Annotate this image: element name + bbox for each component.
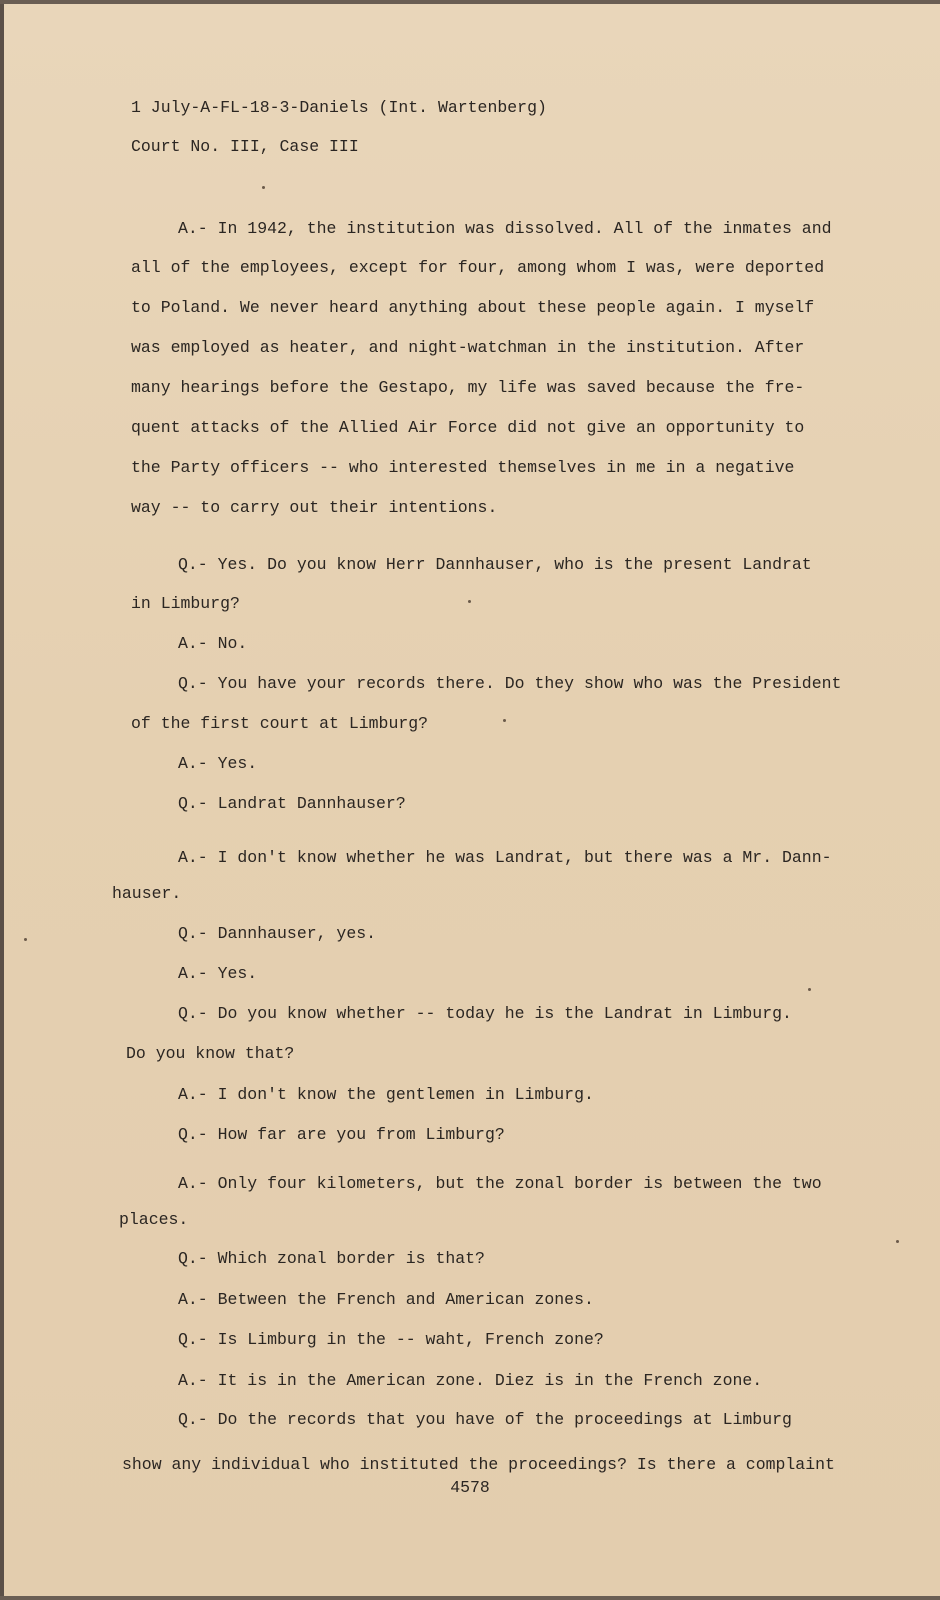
text-line-18: Q.- Dannhauser, yes. bbox=[178, 924, 377, 943]
paper-speck bbox=[24, 938, 27, 941]
text-line-30: Q.- Do the records that you have of the proceedings at Limburg bbox=[178, 1410, 792, 1429]
text-line-26: Q.- Which zonal border is that? bbox=[178, 1249, 485, 1268]
paper-speck bbox=[262, 186, 265, 189]
text-line-3: to Poland. We never heard anything about these people again. I myself bbox=[131, 298, 815, 317]
text-line-9: Q.- Yes. Do you know Herr Dannhauser, who is the present Landrat bbox=[178, 555, 812, 574]
scan-edge-left bbox=[0, 0, 4, 1600]
text-line-27: A.- Between the French and American zones. bbox=[178, 1290, 594, 1309]
text-line-29: A.- It is in the American zone. Diez is in the French zone. bbox=[178, 1371, 763, 1390]
paper-speck bbox=[503, 719, 506, 722]
text-line-8: way -- to carry out their intentions. bbox=[131, 498, 498, 517]
text-line-20: Q.- Do you know whether -- today he is the Landrat in Limburg. bbox=[178, 1004, 792, 1023]
text-line-4: was employed as heater, and night-watchman in the institution. After bbox=[131, 338, 805, 357]
text-line-22: A.- I don't know the gentlemen in Limburg. bbox=[178, 1085, 594, 1104]
scan-edge-top bbox=[0, 0, 940, 4]
text-line-1: A.- In 1942, the institution was dissolved. All of the inmates and bbox=[178, 219, 832, 238]
text-line-21: Do you know that? bbox=[126, 1044, 295, 1063]
text-line-17: hauser. bbox=[112, 884, 182, 903]
text-line-12: Q.- You have your records there. Do they show who was the President bbox=[178, 674, 842, 693]
header-line-1: 1 July-A-FL-18-3-Daniels (Int. Wartenberg) bbox=[131, 98, 547, 117]
header-line-2: Court No. III, Case III bbox=[131, 137, 359, 156]
text-line-24: A.- Only four kilometers, but the zonal border is between the two bbox=[178, 1174, 822, 1193]
text-line-10: in Limburg? bbox=[131, 594, 240, 613]
text-line-15: Q.- Landrat Dannhauser? bbox=[178, 794, 406, 813]
text-line-5: many hearings before the Gestapo, my life was saved because the fre- bbox=[131, 378, 805, 397]
text-line-25: places. bbox=[119, 1210, 189, 1229]
text-line-2: all of the employees, except for four, among whom I was, were deported bbox=[131, 258, 825, 277]
text-line-13: of the first court at Limburg? bbox=[131, 714, 429, 733]
text-line-31: show any individual who instituted the proceedings? Is there a complaint bbox=[122, 1455, 835, 1474]
text-line-16: A.- I don't know whether he was Landrat, but there was a Mr. Dann- bbox=[178, 848, 832, 867]
text-line-6: quent attacks of the Allied Air Force did not give an opportunity to bbox=[131, 418, 805, 437]
text-line-7: the Party officers -- who interested themselves in me in a negative bbox=[131, 458, 795, 477]
paper-speck bbox=[808, 988, 811, 991]
page-number: 4578 bbox=[450, 1478, 490, 1497]
text-line-14: A.- Yes. bbox=[178, 754, 258, 773]
text-line-11: A.- No. bbox=[178, 634, 248, 653]
text-line-28: Q.- Is Limburg in the -- waht, French zone? bbox=[178, 1330, 604, 1349]
text-line-23: Q.- How far are you from Limburg? bbox=[178, 1125, 505, 1144]
scan-edge-bottom bbox=[0, 1596, 940, 1600]
text-line-19: A.- Yes. bbox=[178, 964, 258, 983]
paper-speck bbox=[896, 1240, 899, 1243]
paper-speck bbox=[468, 600, 471, 603]
